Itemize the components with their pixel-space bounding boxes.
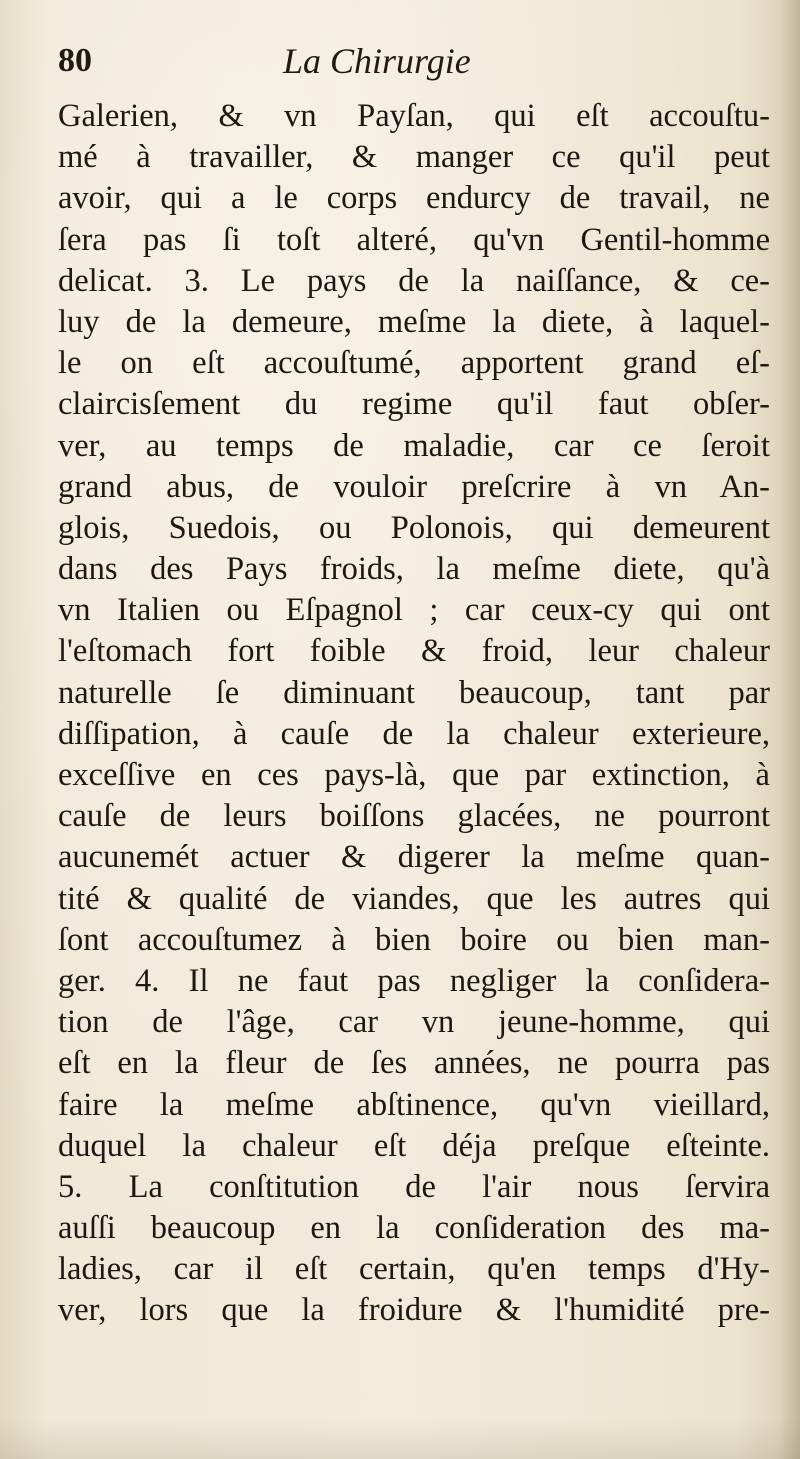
text-line: tité & qualité de viandes, que les autres qui xyxy=(58,880,770,917)
text-line: auſſi beaucoup en la conſideration des ma- xyxy=(58,1210,770,1247)
text-line: ver, lors que la froidure & l'humidité pre- xyxy=(58,1292,770,1329)
text-line: faire la meſme abſtinence, qu'vn vieillard, xyxy=(58,1086,770,1123)
text-line: aucunemét actuer & digerer la meſme quan- xyxy=(58,839,770,876)
text-line: tion de l'âge, car vn jeune-homme, qui xyxy=(58,1004,770,1041)
text-line: 5. La conſtitution de l'air nous ſervira xyxy=(58,1168,770,1205)
text-line: dans des Pays froids, la meſme diete, qu'à xyxy=(58,551,770,588)
text-line: delicat. 3. Le pays de la naiſſance, & ce- xyxy=(58,262,770,299)
text-line: vn Italien ou Eſpagnol ; car ceux-cy qui ont xyxy=(58,592,770,629)
body-text xyxy=(58,96,770,1332)
text-line: ladies, car il eſt certain, qu'en temps d'Hy- xyxy=(58,1251,770,1288)
text-line: luy de la demeure, meſme la diete, à laquel- xyxy=(58,303,770,340)
text-line: Galerien, & vn Payſan, qui eſt accouſtu- xyxy=(58,98,770,134)
text-line: ſont accouſtumez à bien boire ou bien man- xyxy=(58,921,770,958)
text-line: cauſe de leurs boiſſons glacées, ne pourront xyxy=(58,798,770,835)
text-line: duquel la chaleur eſt déja preſque eſteinte. xyxy=(58,1127,770,1164)
page-edge-shadow-bottom xyxy=(0,1419,800,1459)
text-line: le on eſt accouſtumé, apportent grand eſ- xyxy=(58,345,770,382)
text-line: eſt en la fleur de ſes années, ne pourra pas xyxy=(58,1045,770,1082)
text-line: diſſipation, à cauſe de la chaleur exterieure, xyxy=(58,715,770,752)
page-header xyxy=(58,40,758,90)
page-edge-shadow-right xyxy=(778,0,800,1459)
text-line: claircisſement du regime qu'il faut obſer- xyxy=(58,386,770,423)
running-head: La Chirurgie xyxy=(283,41,471,81)
text-line: exceſſive en ces pays-là, que par extinction, à xyxy=(58,757,770,793)
text-line: avoir, qui a le corps endurcy de travail, ne xyxy=(58,180,770,217)
text-line: ger. 4. Il ne faut pas negliger la conſidera- xyxy=(58,962,770,999)
text-line: glois, Suedois, ou Polonois, qui demeurent xyxy=(58,509,770,546)
text-line: naturelle ſe diminuant beaucoup, tant par xyxy=(58,674,770,711)
text-line: l'eſtomach fort foible & froid, leur chaleur xyxy=(58,633,770,670)
text-line: ver, au temps de maladie, car ce ſeroit xyxy=(58,427,770,464)
text-line: grand abus, de vouloir preſcrire à vn An- xyxy=(58,468,770,505)
text-line: mé à travailler, & manger ce qu'il peut xyxy=(58,139,770,176)
page-number: 80 xyxy=(58,42,92,79)
text-line: ſera pas ſi toſt alteré, qu'vn Gentil-homme xyxy=(58,221,770,258)
